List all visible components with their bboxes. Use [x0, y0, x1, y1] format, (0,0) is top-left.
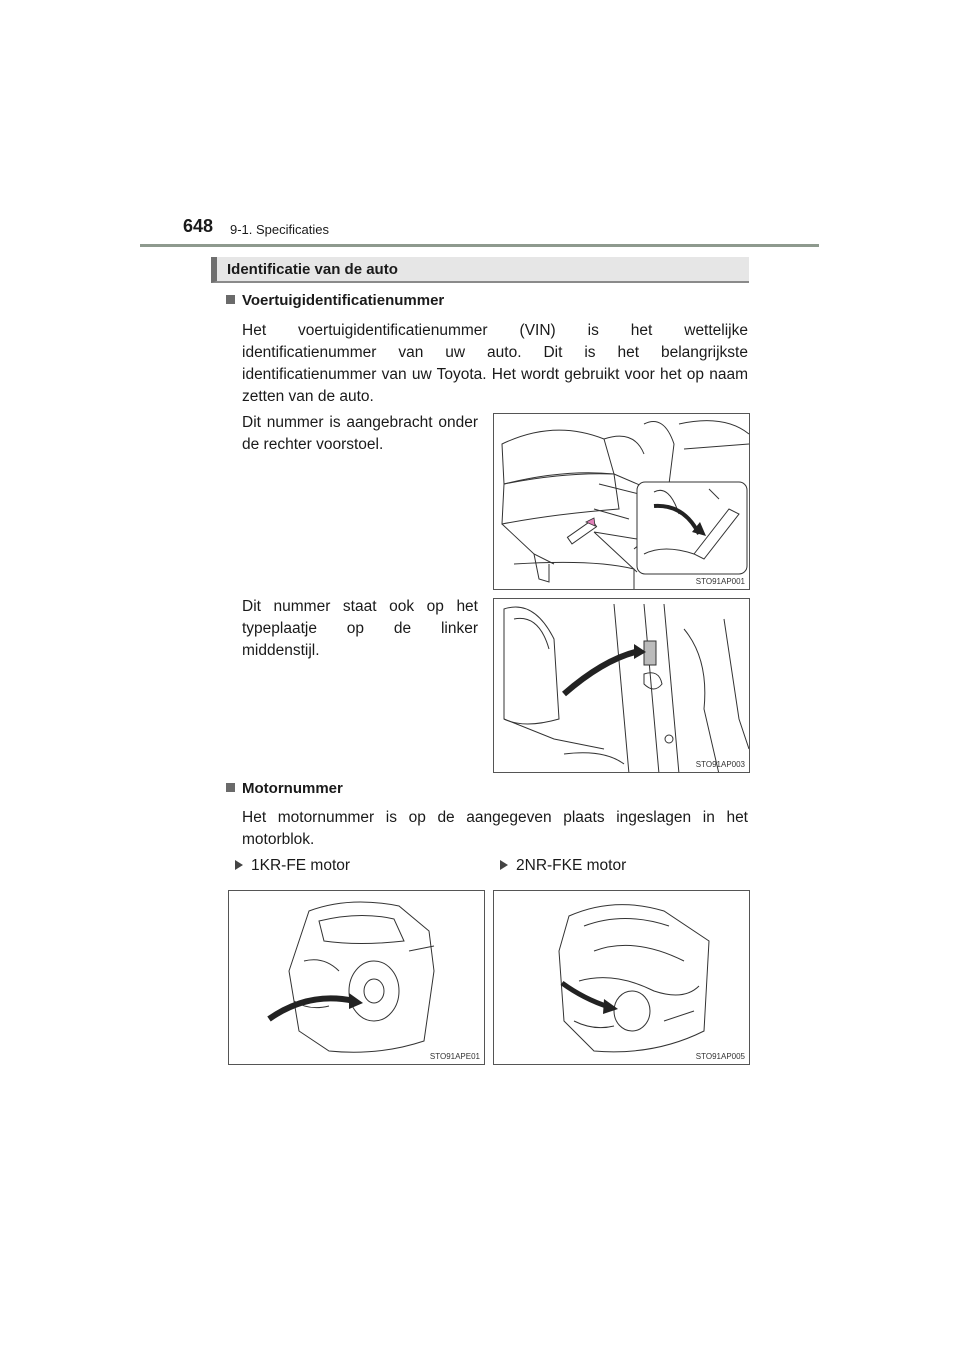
section-title-bar: [211, 257, 749, 283]
engine-1kr-drawing: [229, 891, 485, 1065]
engine-option-2: [500, 857, 626, 875]
section-label: 9-1. Specificaties: [230, 222, 329, 237]
square-bullet-icon: [226, 783, 235, 792]
page-number: 648: [183, 216, 214, 236]
vin-seat-illustration: [493, 413, 750, 590]
vin-intro-text: Het voertuigidentificatienummer (VIN) is het wettelijke identificatienummer van uw auto. Dit is het belangrijkste identificatienummer van uw Toyota. Het wordt gebruikt voor het op naam zetten van de auto.: [242, 322, 748, 405]
triangle-bullet-icon: [235, 860, 243, 870]
header-divider: [140, 244, 819, 247]
engine-2nr-drawing: [494, 891, 750, 1065]
square-bullet-icon: [226, 295, 235, 304]
vin-location-seat-text: Dit nummer is aangebracht onder de rechter voorstoel.: [242, 414, 478, 453]
pillar-drawing: [494, 599, 750, 773]
figure-code-1: STO91AP001: [695, 577, 745, 586]
figure-code-3: STO91APE01: [429, 1052, 480, 1061]
vin-location-pillar-text: Dit nummer staat ook op het typeplaatje op de linker middenstijl.: [242, 598, 478, 659]
triangle-bullet-icon: [500, 860, 508, 870]
vin-heading: Voertuigidentificatienummer: [242, 292, 445, 309]
figure-code-2: STO91AP003: [695, 760, 745, 769]
engine-1kr-illustration: [228, 890, 485, 1065]
engine-2nr-illustration: [493, 890, 750, 1065]
engine-heading-row: [226, 780, 343, 797]
engine-option-2-label: 2NR-FKE motor: [516, 857, 627, 874]
engine-heading: Motornummer: [242, 780, 343, 797]
seat-drawing: [494, 414, 750, 590]
engine-option-1: [235, 857, 350, 875]
engine-option-1-label: 1KR-FE motor: [251, 857, 351, 874]
engine-text: Het motornummer is op de aangegeven plaats ingeslagen in het motorblok.: [242, 809, 748, 848]
section-title: Identificatie van de auto: [227, 261, 398, 278]
figure-code-4: STO91AP005: [695, 1052, 745, 1061]
vin-heading-row: [226, 292, 444, 309]
vin-pillar-illustration: [493, 598, 750, 773]
